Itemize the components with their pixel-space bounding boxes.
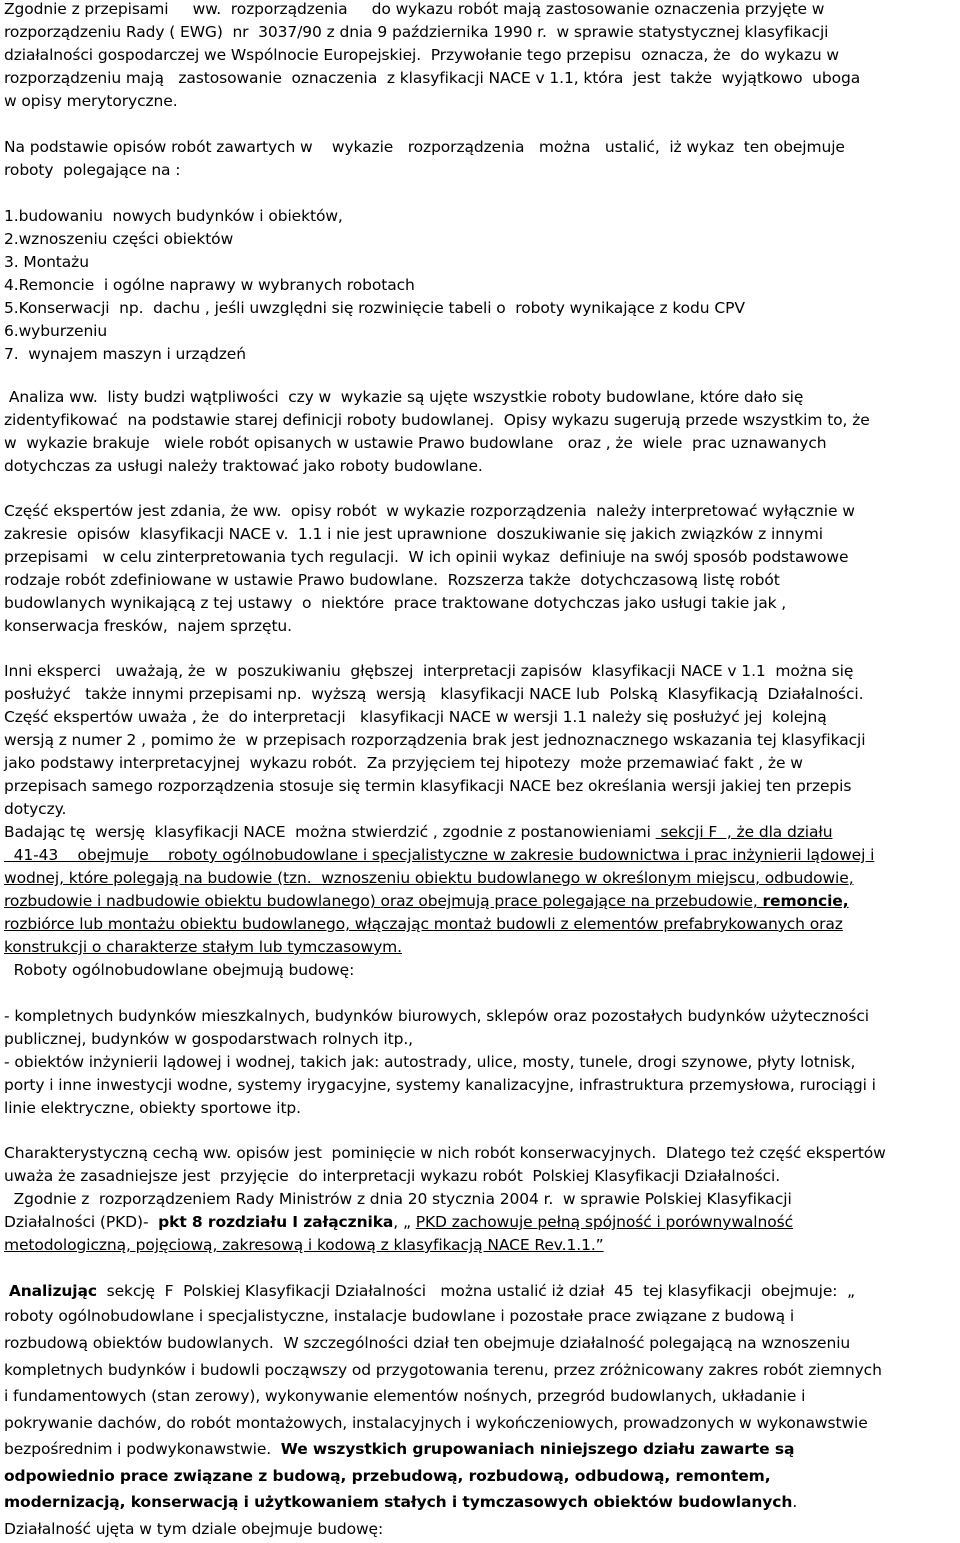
text-segment: posłużyć także innymi przepisami np. wyższą wersją klasyfikacji NACE lub Polską Klasyfikacją Działalności. <box>4 685 864 703</box>
text-segment: Część ekspertów uważa , że do interpretacji klasyfikacji NACE w wersji 1.1 należy się posłużyć jej kolejną <box>4 708 827 726</box>
text-segment: rozporządzeniu mają zastosowanie oznaczenia z klasyfikacji NACE v 1.1, która jest także wyjątkowo uboga <box>4 69 861 87</box>
text-line <box>4 1169 780 1185</box>
text-segment: Działalności (PKD)- <box>4 1213 159 1231</box>
text-line <box>4 1078 876 1094</box>
text-line <box>4 347 246 363</box>
text-line <box>4 871 854 887</box>
text-line <box>4 1469 771 1485</box>
text-line <box>4 413 870 429</box>
text-line <box>4 550 848 566</box>
text-line <box>4 779 851 795</box>
text-segment: dotyczy. <box>4 800 67 818</box>
text-line <box>4 963 354 979</box>
text-line <box>4 619 292 635</box>
text-segment: i fundamentowych (stan zerowy), wykonywanie elementów nośnych, przegród budowlanych, układanie i <box>4 1387 806 1405</box>
text-line <box>4 664 853 680</box>
text-line <box>4 71 860 87</box>
text-line <box>4 1146 886 1162</box>
text-line <box>4 940 402 956</box>
text-segment: Na podstawie opisów robót zawartych w wykazie rozporządzenia można ustalić, iż wykaz ten obejmuje <box>4 138 845 156</box>
text-segment: linie elektryczne, obiekty sportowe itp. <box>4 1099 301 1117</box>
text-segment: przepisach samego rozporządzenia stosuje się termin klasyfikacji NACE bez określania wersji jakiej ten przepis <box>4 777 852 795</box>
text-segment: budowlanych wynikającą z tej ustawy o niektóre prace traktowane dotychczas jako usługi takie jak , <box>4 594 787 612</box>
text-segment: 4.Remoncie i ogólne naprawy w wybranych robotach <box>4 276 415 294</box>
text-line <box>4 301 745 317</box>
text-segment: bezpośrednim i podwykonawstwie. <box>4 1440 281 1458</box>
text-segment: w wykazie brakuje wiele robót opisanych w ustawie Prawo budowlane oraz , że wiele prac uznawanych <box>4 434 827 452</box>
text-segment: uważa że zasadniejsze jest przyjęcie do interpretacji wykazu robót Polskiej Klasyfikacji Działalności. <box>4 1167 781 1185</box>
text-line <box>4 459 483 475</box>
text-line <box>4 1215 793 1231</box>
text-segment: modernizacją, konserwacją i użytkowaniem stałych i tymczasowych obiektów budowlanych <box>4 1493 793 1511</box>
text-line <box>4 436 826 452</box>
text-line <box>4 390 803 406</box>
text-segment: , „ <box>393 1213 416 1231</box>
text-line <box>4 1009 869 1025</box>
text-line <box>4 255 89 271</box>
text-line <box>4 1522 383 1538</box>
text-segment: zidentyfikować na podstawie starej definicji roboty budowlanej. Opisy wykazu sugerują przede wszystkim to, że <box>4 411 870 429</box>
text-segment: metodologiczną, pojęciową, zakresową i kodową z klasyfikacją NACE Rev.1.1.” <box>4 1236 604 1254</box>
text-segment: roboty polegające na : <box>4 161 181 179</box>
text-segment: Inni eksperci uważają, że w poszukiwaniu głębszej interpretacji zapisów klasyfikacji NACE v 1.1 można się <box>4 662 854 680</box>
text-segment: - obiektów inżynierii lądowej i wodnej, takich jak: autostrady, ulice, mosty, tunele, drogi szynowe, płyty lotnisk, <box>4 1053 856 1071</box>
text-line <box>4 209 343 225</box>
text-line <box>4 802 66 818</box>
text-line <box>4 1284 855 1300</box>
text-segment: w opisy merytoryczne. <box>4 92 178 110</box>
text-line <box>4 917 843 933</box>
text-segment: roboty ogólnobudowlane i specjalistyczne, instalacje budowlane i pozostałe prace związane z budową i <box>4 1307 795 1325</box>
text-segment: remoncie, <box>762 892 849 910</box>
text-segment: pokrywanie dachów, do robót montażowych, instalacyjnych i wykończeniowych, prowadzonych w wykonawstwie <box>4 1414 868 1432</box>
text-line <box>4 756 803 772</box>
text-segment: - kompletnych budynków mieszkalnych, budynków biurowych, sklepów oraz pozostałych budynków użyteczności <box>4 1007 869 1025</box>
text-segment: kompletnych budynków i budowli począwszy od przygotowania terenu, przez zróżnicowany zakres robót ziemnych <box>4 1361 882 1379</box>
text-line <box>4 1495 797 1511</box>
text-line <box>4 848 874 864</box>
text-line <box>4 324 107 340</box>
text-segment: wersją z numer 2 , pomimo że w przepisach rozporządzenia brak jest jednoznacznego wskazania tej klasyfikacji <box>4 731 866 749</box>
text-segment: 6.wyburzeniu <box>4 322 108 340</box>
text-segment: odpowiednio prace związane z budową, przebudową, rozbudową, odbudową, remontem, <box>4 1467 771 1485</box>
text-segment: Analiza ww. listy budzi wątpliwości czy w wykazie są ujęte wszystkie roboty budowlane, które dało się <box>4 388 804 406</box>
text-segment: Analizując <box>8 1282 97 1300</box>
text-line <box>4 1363 882 1379</box>
text-line <box>4 140 845 156</box>
text-line <box>4 1101 301 1117</box>
text-segment: wodnej, które polegają na budowie (tzn. wznoszeniu obiektu budowlanego w określonym miejscu, odbudowie, <box>4 869 854 887</box>
text-segment: działalności gospodarczej we Wspólnocie Europejskiej. Przywołanie tego przepisu oznacza, że do wykazu w <box>4 46 840 64</box>
text-line <box>4 94 178 110</box>
text-line <box>4 232 233 248</box>
text-segment: jako podstawy interpretacyjnej wykazu robót. Za przyjęciem tej hipotezy może przemawiać fakt , że w <box>4 754 803 772</box>
text-segment: Charakterystyczną cechą ww. opisów jest pominięcie w nich robót konserwacyjnych. Dlatego też część ekspertów <box>4 1144 886 1162</box>
text-segment: 41-43 obejmuje roboty ogólnobudowlane i specjalistyczne w zakresie budownictwa i prac inżynierii lądowej i <box>4 846 875 864</box>
text-line <box>4 596 786 612</box>
text-line <box>4 573 780 589</box>
text-line <box>4 687 863 703</box>
text-segment: . <box>792 1493 798 1511</box>
text-segment: Działalność ujęta w tym dziale obejmuje budowę: <box>4 1520 384 1538</box>
text-segment: Zgodnie z przepisami ww. rozporządzenia do wykazu robót mają zastosowanie oznaczenia przyjęte w <box>4 0 825 18</box>
text-line <box>4 163 180 179</box>
text-segment: 2.wznoszeniu części obiektów <box>4 230 234 248</box>
text-segment: przepisami w celu zinterpretowania tych regulacji. W ich opinii wykaz definiuje na swój sposób podstawowe <box>4 548 849 566</box>
text-segment: 3. Montażu <box>4 253 89 271</box>
text-line <box>4 733 865 749</box>
text-segment: sekcję F Polskiej Klasyfikacji Działalności można ustalić iż dział 45 tej klasyfikacji obejmuje: „ <box>96 1282 855 1300</box>
text-segment: rozporządzeniu Rady ( EWG) nr 3037/90 z dnia 9 października 1990 r. w sprawie statystycznej klasyfikacji <box>4 23 829 41</box>
text-segment: zakresie opisów klasyfikacji NACE v. 1.1 i nie jest uprawnione doszukiwanie się jakich związków z innymi <box>4 525 823 543</box>
text-segment: Część ekspertów jest zdania, że ww. opisy robót w wykazie rozporządzenia należy interpretować wyłącznie w <box>4 502 855 520</box>
text-segment: rozbudowie i nadbudowie obiektu budowlanego) oraz obejmują prace polegające na przebudowie, <box>4 892 763 910</box>
text-segment: pkt 8 rozdziału I załącznika <box>158 1213 394 1231</box>
text-line <box>4 1389 805 1405</box>
text-segment: porty i inne inwestycji wodne, systemy irygacyjne, systemy kanalizacyjne, infrastruktura przemysłowa, rurociągi i <box>4 1076 876 1094</box>
text-line <box>4 825 832 841</box>
text-line <box>4 1192 792 1208</box>
text-segment: rodzaje robót zdefiniowane w ustawie Prawo budowlane. Rozszerza także dotychczasową listę robót <box>4 571 780 589</box>
text-segment: 1.budowaniu nowych budynków i obiektów, <box>4 207 343 225</box>
text-line <box>4 1309 794 1325</box>
text-segment: 5.Konserwacji np. dachu , jeśli uwzględni się rozwinięcie tabeli o roboty wynikające z kodu CPV <box>4 299 745 317</box>
text-segment: konserwacja fresków, najem sprzętu. <box>4 617 292 635</box>
text-line <box>4 1336 850 1352</box>
text-line <box>4 2 824 18</box>
text-line <box>4 894 849 910</box>
text-line <box>4 504 855 520</box>
text-line <box>4 1032 413 1048</box>
text-segment: Badając tę wersję klasyfikacji NACE można stwierdzić , zgodnie z postanowieniami <box>4 823 656 841</box>
text-line <box>4 710 827 726</box>
text-segment: Roboty ogólnobudowlane obejmują budowę: <box>4 961 355 979</box>
text-segment: rozbiórce lub montażu obiektu budowlanego, włączając montaż budowli z elementów prefabrykowanych oraz <box>4 915 843 933</box>
text-segment: publicznej, budynków w gospodarstwach rolnych itp., <box>4 1030 414 1048</box>
text-line <box>4 1416 868 1432</box>
text-line <box>4 1238 604 1254</box>
text-segment: dotychczas za usługi należy traktować jako roboty budowlane. <box>4 457 483 475</box>
text-line <box>4 278 415 294</box>
text-line <box>4 1442 794 1458</box>
text-segment: We wszystkich grupowaniach niniejszego działu zawarte są <box>280 1440 795 1458</box>
text-segment: sekcji F , że dla działu <box>655 823 833 841</box>
text-line <box>4 527 823 543</box>
text-segment: rozbudową obiektów budowlanych. W szczególności dział ten obejmuje działalność polegającą na wznoszeniu <box>4 1334 851 1352</box>
text-line <box>4 25 828 41</box>
text-segment: 7. wynajem maszyn i urządzeń <box>4 345 246 363</box>
text-segment: PKD zachowuje pełną spójność i porównywalność <box>415 1213 794 1231</box>
text-line <box>4 1055 855 1071</box>
text-line <box>4 48 839 64</box>
text-segment: Zgodnie z rozporządzeniem Rady Ministrów z dnia 20 stycznia 2004 r. w sprawie Polskiej Klasyfikacji <box>4 1190 792 1208</box>
text-segment: konstrukcji o charakterze stałym lub tymczasowym. <box>4 938 402 956</box>
